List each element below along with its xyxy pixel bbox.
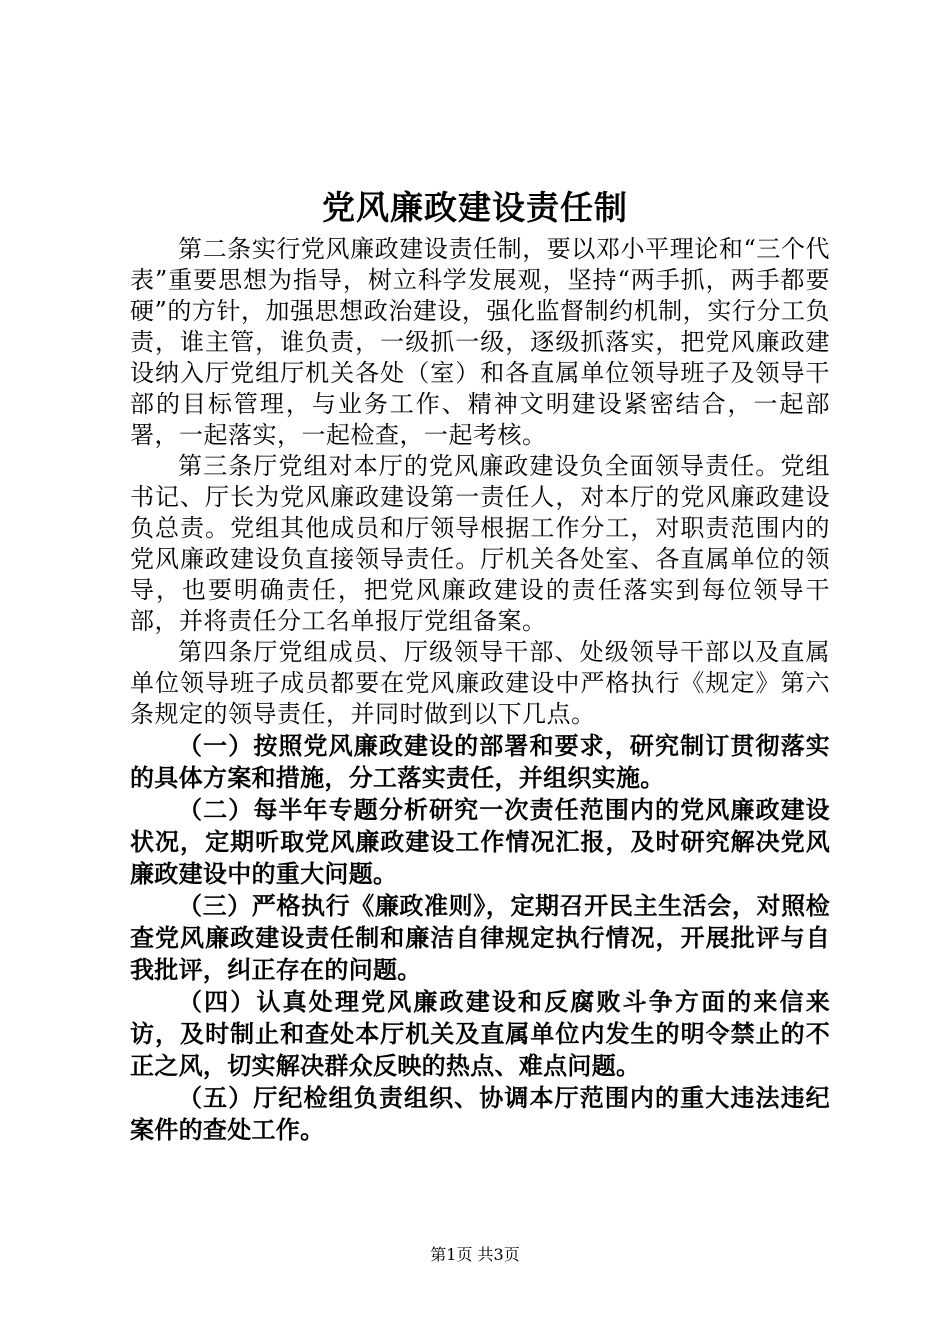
- item-3-paragraph: （三）严格执行《廉政准则》，定期召开民主生活会，对照检查党风廉政建设责任制和廉洁自律规定执行情况，开展批评与自我批评，纠正存在的问题。: [130, 892, 830, 984]
- document-title: 党风廉政建设责任制: [322, 188, 628, 227]
- article-3-paragraph: 第三条厅党组对本厅的党风廉政建设负全面领导责任。党组书记、厅长为党风廉政建设第一责任人，对本厅的党风廉政建设负总责。党组其他成员和厅领导根据工作分工，对职责范围内的党风廉政建设负直接领导责任。厅机关各处室、各直属单位的领导，也要明确责任，把党风廉政建设的责任落实到每位领导干部，并将责任分工名单报厅党组备案。: [130, 452, 830, 635]
- article-2-paragraph: 第二条实行党风廉政建设责任制，要以邓小平理论和“三个代表”重要思想为指导，树立科学发展观，坚持“两手抓，两手都要硬”的方针，加强思想政治建设，强化监督制约机制，实行分工负责，谁主管，谁负责，一级抓一级，逐级抓落实，把党风廉政建设纳入厅党组厅机关各处（室）和各直属单位领导班子及领导干部的目标管理，与业务工作、精神文明建设紧密结合，一起部署，一起落实，一起检查，一起考核。: [130, 235, 830, 449]
- article-4-paragraph: 第四条厅党组成员、厅级领导干部、处级领导干部以及直属单位领导班子成员都要在党风廉政建设中严格执行《规定》第六条规定的领导责任，并同时做到以下几点。: [130, 638, 830, 728]
- item-5-paragraph: （五）厅纪检组负责组织、协调本厅范围内的重大违法违纪案件的查处工作。: [130, 1084, 830, 1144]
- document-body: [130, 234, 830, 1146]
- item-2-paragraph: （二）每半年专题分析研究一次责任范围内的党风廉政建设状况，定期听取党风廉政建设工作情况汇报，及时研究解决党风廉政建设中的重大问题。: [130, 796, 830, 888]
- item-1-paragraph: （一）按照党风廉政建设的部署和要求，研究制订贯彻落实的具体方案和措施，分工落实责任，并组织实施。: [130, 732, 830, 792]
- page-number-footer: 第1页 共3页: [430, 1245, 520, 1264]
- item-4-paragraph: （四）认真处理党风廉政建设和反腐败斗争方面的来信来访，及时制止和查处本厅机关及直属单位内发生的明令禁止的不正之风，切实解决群众反映的热点、难点问题。: [130, 988, 830, 1080]
